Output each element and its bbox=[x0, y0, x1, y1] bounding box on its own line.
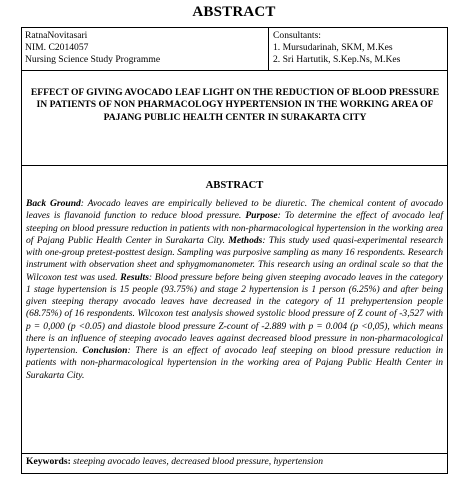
author-programme: Nursing Science Study Programme bbox=[25, 54, 161, 66]
consultant-item: 2. Sri Hartutik, S.Kep.Ns, M.Kes bbox=[273, 54, 401, 66]
conclusion-text: : There is an effect of avocado leaf steeping on blood pressure reduction in patients with non-pharmacological hypertension in the working area of Pajang Public Health Center in Surakarta City. bbox=[26, 345, 443, 381]
consultant-item: 1. Mursudarinah, SKM, M.Kes bbox=[273, 42, 393, 54]
header-divider bbox=[268, 28, 269, 70]
methods-text: : This study used quasi-experimental research with one-group pretest-posttest design. Sampling was purposive sampling as many 16 respondents. Research instrument with observation sheet and sphygmomanometer. This research using an ordinal scale so that the Wilcoxon test was used. bbox=[26, 234, 443, 283]
purpose-text: : To determine the effect of avocado leaf steeping on blood pressure reduction in patients with non-pharmacological hypertension in the working area of Pajang Public Health Center in Surakarta City. bbox=[26, 210, 443, 246]
conclusion-label: Conclusion bbox=[82, 345, 128, 356]
abstract-frame bbox=[21, 27, 448, 474]
keywords-divider bbox=[22, 453, 447, 454]
purpose-label: Purpose bbox=[245, 210, 278, 222]
author-info bbox=[25, 30, 160, 67]
methods-label: Methods bbox=[228, 234, 263, 246]
author-nim: NIM. C2014057 bbox=[25, 42, 89, 54]
header-row bbox=[22, 28, 447, 71]
abstract-heading: ABSTRACT bbox=[205, 180, 264, 191]
title-divider bbox=[22, 165, 447, 166]
keywords-text: steeping avocado leaves, decreased blood pressure, hypertension bbox=[70, 456, 324, 467]
consultants-heading: Consultants: bbox=[273, 30, 321, 41]
results-label: Results bbox=[120, 271, 149, 283]
research-title: EFFECT OF GIVING AVOCADO LEAF LIGHT ON THE REDUCTION OF BLOOD PRESSURE IN PATIENTS OF NON PHARMACOLOGY HYPERTENSION IN THE WORKING AREA OF PAJANG PUBLIC HEALTH CENTER IN SURAKARTA CITY bbox=[30, 87, 440, 123]
results-text: : Blood pressure before being given steeping avocado leaves in the category 1 stage hypertension is 15 people (93.75%) and stage 2 hypertension is 1 person (6.25%) and after being given steeping therapy avocado leaves have decreased in the category of 11 prehypertension people (68.75%) of 16 respondents. Wilcoxon test analysis showed systolic blood pressure of Z count of -3,527 with p = 0,000 (p <0.05) and diastole blood pressure Z-count of -2.889 with p = 0.004 (p <0,05), which means there is an influence of steeping avocado leaves against decreased blood pressure in non-pharmacological hypertension. bbox=[26, 271, 443, 356]
page-title: ABSTRACT bbox=[192, 4, 276, 20]
abstract-body bbox=[26, 198, 443, 382]
author-name: RatnaNovitasari bbox=[25, 30, 88, 41]
keywords-label: Keywords: bbox=[26, 456, 71, 467]
background-text: : Avocado leaves are empirically believed to be diuretic. The chemical content of avocado leaves is flavanoid function to reduce blood pressure. bbox=[26, 198, 443, 222]
consultants-info bbox=[273, 30, 400, 67]
background-label: Back Ground bbox=[26, 198, 81, 209]
keywords-line bbox=[26, 456, 323, 467]
